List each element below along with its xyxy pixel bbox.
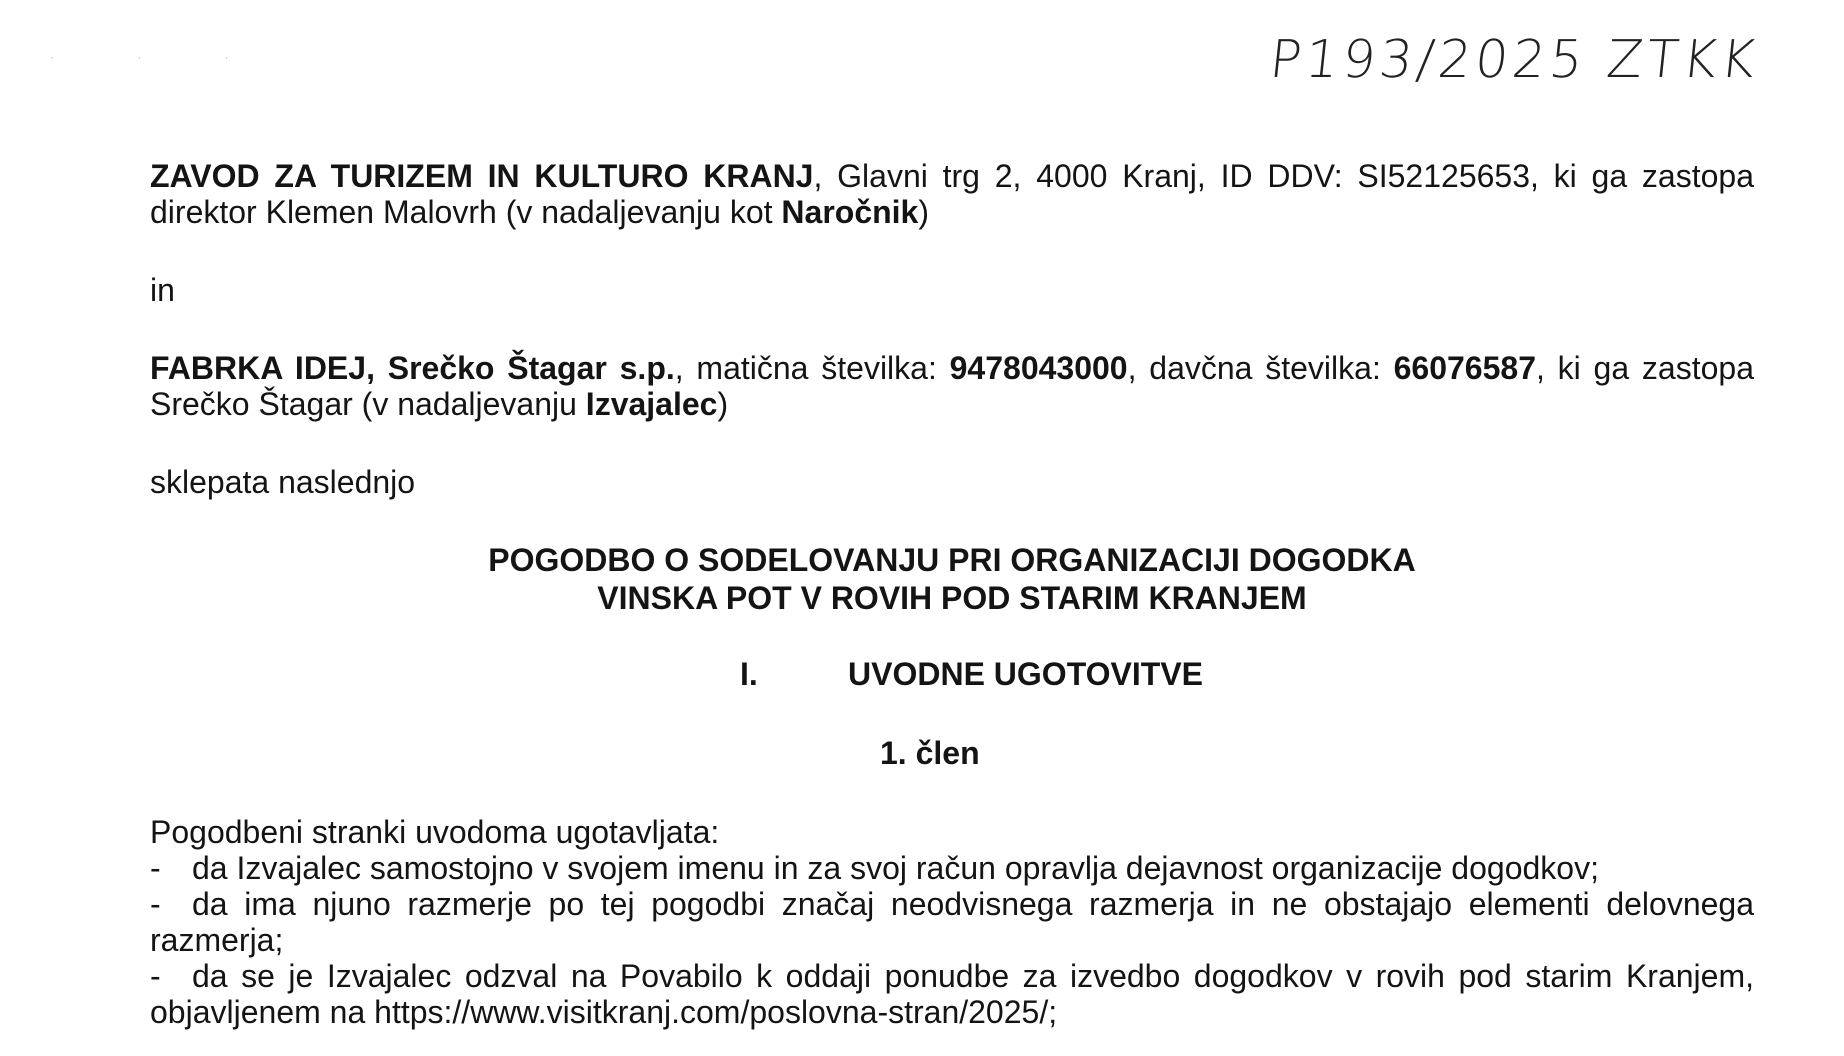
- intro-text: Pogodbeni stranki uvodoma ugotavljata:: [150, 814, 720, 850]
- list-dash: -: [150, 886, 161, 922]
- party2-role: Izvajalec: [585, 386, 718, 422]
- section-number: I.: [740, 656, 758, 692]
- handwritten-reference-note: P193/2025 ZTKK: [1266, 30, 1762, 90]
- party2-details-c: , ki ga zastopa Srečko Štagar (v nadaljevanju: [150, 350, 1754, 422]
- party2-details-b: , davčna številka:: [1127, 350, 1394, 386]
- party2-reg-no: 9478043000: [949, 350, 1128, 386]
- party2-close: ): [717, 386, 729, 422]
- connector-text: in: [150, 272, 175, 308]
- party2-tax-no: 66076587: [1393, 350, 1536, 386]
- article-heading: 1. člen: [880, 735, 980, 771]
- list-item: - da se je Izvajalec odzval na Povabilo k oddaji ponudbe za izvedbo dogodkov v rovih pod starim Kranjem, objavljenem na https://www.visitkranj.com/poslovna-stran/2025/;: [150, 958, 1754, 1030]
- contract-title-line1: POGODBO O SODELOVANJU PRI ORGANIZACIJI DOGODKA: [488, 542, 1416, 578]
- party2-name: FABRKA IDEJ, Srečko Štagar s.p.: [150, 350, 675, 386]
- party1-paragraph: [150, 158, 1754, 230]
- conclude-text: sklepata naslednjo: [150, 464, 416, 500]
- party1-details: , Glavni trg 2, 4000 Kranj, ID DDV: SI52125653, ki ga zastopa direktor Klemen Malovrh (v nadaljevanju kot: [150, 158, 1755, 230]
- party1-name: ZAVOD ZA TURIZEM IN KULTURO KRANJ: [150, 158, 814, 194]
- contract-title-line2: VINSKA POT V ROVIH POD STARIM KRANJEM: [597, 580, 1307, 616]
- list-dash: -: [150, 850, 161, 886]
- party2-paragraph: [150, 350, 1754, 422]
- party1-role: Naročnik: [781, 194, 919, 230]
- scan-specks: · · ·: [50, 50, 269, 64]
- list-item: - da Izvajalec samostojno v svojem imenu in za svoj račun opravlja dejavnost organizacije dogodkov;: [150, 850, 1599, 886]
- party1-close: ): [918, 194, 929, 230]
- list-dash: -: [150, 958, 161, 994]
- contract-title: [150, 541, 1754, 617]
- list-item: - da ima njuno razmerje po tej pogodbi značaj neodvisnega razmerja in ne obstajajo elementi delovnega razmerja;: [150, 886, 1754, 958]
- party2-details-a: , matična številka:: [674, 350, 950, 386]
- section-title: UVODNE UGOTOVITVE: [848, 656, 1204, 692]
